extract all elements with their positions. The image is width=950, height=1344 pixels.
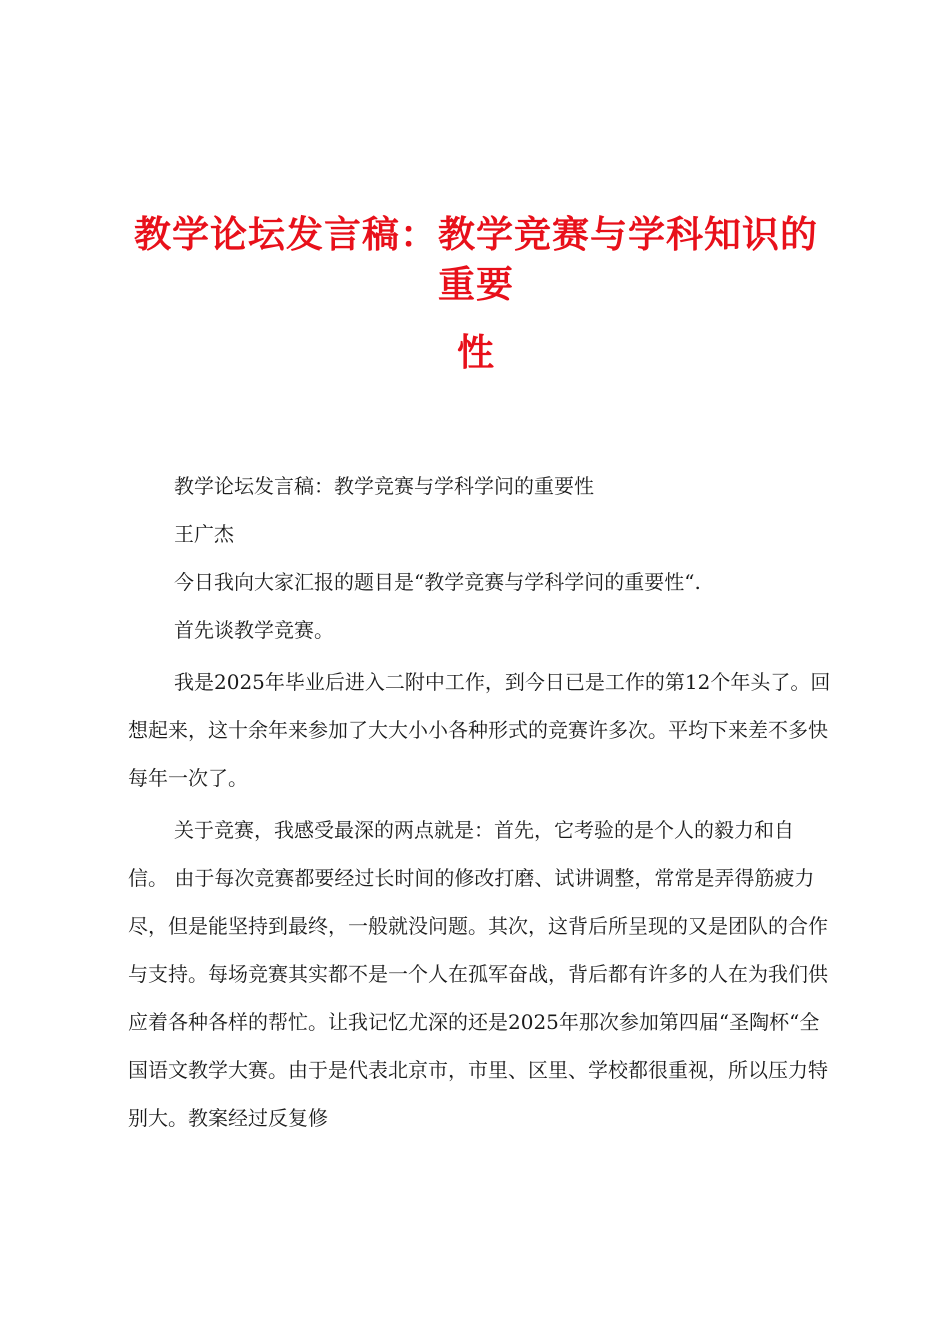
- document-title-line-2: 性: [457, 331, 495, 374]
- paragraph-intro: 首先谈教学竞赛。: [174, 618, 334, 642]
- document-body: [128, 462, 832, 1142]
- paragraph-subtitle: 教学论坛发言稿：教学竞赛与学科学问的重要性: [174, 474, 594, 498]
- paragraph-competition: 关于竞赛，我感受最深的两点就是：首先，它考验的是个人的毅力和自信。 由于每次竞赛都要经过长时间的修改打磨、试讲调整，常常是弄得筋疲力尽，但是能坚持到最终，一般就没问题。其次，这背后所呈现的又是团队的合作与支持。每场竞赛其实都不是一个人在孤军奋战，背后都有许多的人在为我们供应着各种各样的帮忙。让我记忆尤深的还是2025年那次参加第四届“圣陶杯“全国语文教学大赛。由于是代表北京市，市里、区里、学校都很重视，所以压力特别大。教案经过反复修: [128, 818, 828, 1130]
- paragraph-topic: 今日我向大家汇报的题目是“教学竞赛与学科学问的重要性“.: [174, 570, 701, 594]
- paragraph-author: 王广杰: [174, 522, 234, 546]
- paragraph-career: 我是2025年毕业后进入二附中工作，到今日已是工作的第12个年头了。回想起来，这十余年来参加了大大小小各种形式的竞赛许多次。平均下来差不多快每年一次了。: [128, 670, 831, 790]
- document-title-line-1: 教学论坛发言稿：教学竞赛与学科知识的重要: [134, 213, 818, 306]
